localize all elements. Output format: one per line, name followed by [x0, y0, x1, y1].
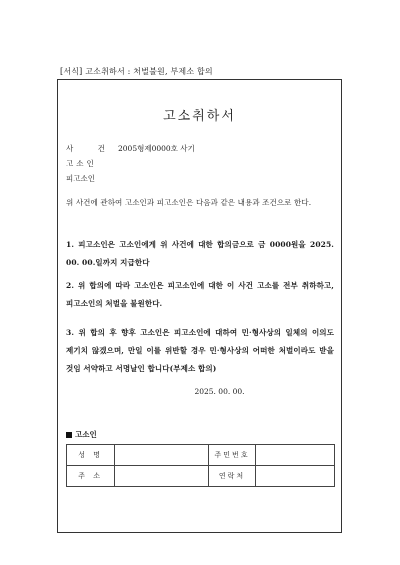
clause-1: 1. 피고소인은 고소인에게 위 사건에 대한 합의금으로 금 0000원을 2025. 00. 00.일까지 지급한다 [66, 240, 334, 267]
form-caption: [서식] 고소취하서 : 처벌불원, 부제소 합의 [60, 67, 213, 76]
complainant-section-heading [66, 429, 97, 440]
contact-field[interactable] [255, 466, 334, 487]
table-row [67, 445, 335, 466]
case-row [66, 143, 195, 154]
document-frame [57, 79, 342, 533]
address-field[interactable] [115, 466, 209, 487]
id-number-field[interactable] [255, 445, 334, 466]
complainant-row [66, 158, 118, 169]
complainant-info-table [66, 444, 335, 487]
address-label: 주 소 [67, 466, 115, 487]
black-square-icon [66, 432, 72, 438]
document-title: 고소취하서 [163, 109, 236, 124]
id-number-label: 주민번호 [209, 445, 255, 466]
intro-paragraph: 위 사건에 관하여 고소인과 피고소인은 다음과 같은 내용과 조건으로 한다. [66, 198, 312, 207]
complainant-section-label: 고소인 [75, 430, 97, 439]
case-value: 2005형제0000호 사기 [118, 144, 195, 153]
case-label: 사 건 [66, 144, 116, 153]
defendant-label: 피고소인 [66, 174, 95, 183]
name-field[interactable] [115, 445, 209, 466]
name-label: 성 명 [67, 445, 115, 466]
defendant-row [66, 173, 118, 184]
document-date: 2025. 00. 00. [194, 387, 245, 396]
clause-3: 3. 위 합의 후 향후 고소인은 피고소인에 대하여 민·형사상의 일체의 이의도 제기치 않겠으며, 만일 이를 위반할 경우 민·형사상의 어떠한 처벌이라도 받을 것임 서약하고 서명날인 합니다(부제소 합의) [66, 328, 334, 373]
clause-2: 2. 위 합의에 따라 고소인은 피고소인에 대한 이 사건 고소를 전부 취하하고, 피고소인의 처벌을 불원한다. [66, 281, 334, 308]
complainant-label: 고소인 [66, 159, 97, 168]
contact-label: 연락처 [209, 466, 255, 487]
table-row [67, 466, 335, 487]
